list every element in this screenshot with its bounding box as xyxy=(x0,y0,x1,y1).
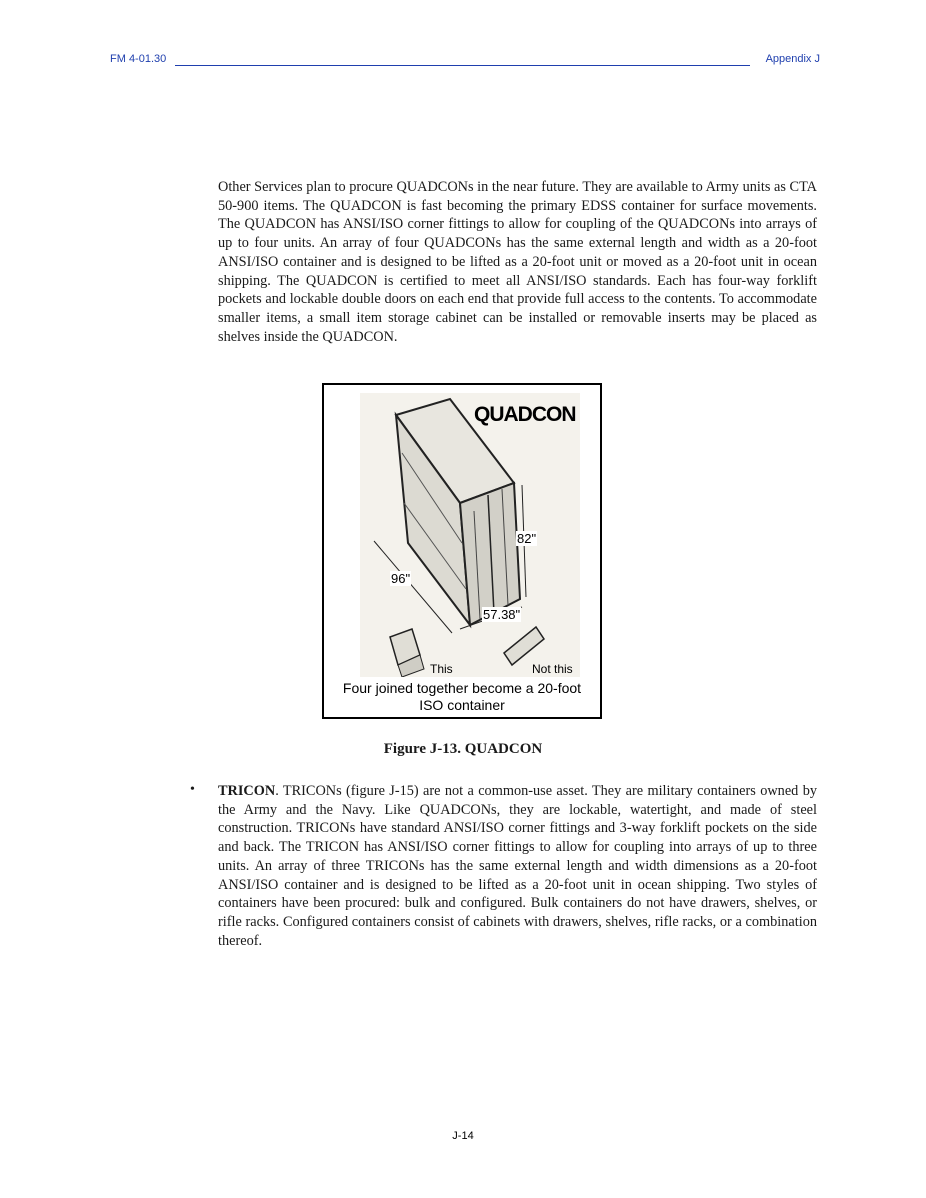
quadcon-figure xyxy=(322,383,602,719)
image-title: QUADCON xyxy=(474,403,576,426)
header-appendix: Appendix J xyxy=(765,53,820,65)
figure-caption: Figure J-13. QUADCON xyxy=(383,741,543,757)
inner-caption-line-2: ISO container xyxy=(419,697,505,713)
inner-caption-line-1: Four joined together become a 20-foot xyxy=(342,680,582,696)
tricon-term: TRICON xyxy=(218,783,276,799)
header-manual-id: FM 4-01.30 xyxy=(110,53,167,65)
figure-inner-caption xyxy=(324,680,600,714)
tricon-paragraph xyxy=(218,782,817,950)
quadcon-paragraph: Other Services plan to procure QUADCONs in the near future. They are available to Army units as CTA 50-900 items. The QUADCON is fast becoming the primary EDSS container for surface movements. The QUADCON has ANSI/ISO corner fittings to allow for coupling of the QUADCONs into arrays of up to four units. An array of four QUADCONs has the same external length and width as a 20-foot ANSI/ISO container and is designed to be lifted as a 20-foot unit or moved as a 20-foot unit in ocean shipping. The QUADCON is certified to meet all ANSI/ISO standards. Each has four-way forklift pockets and lockable double doors on each end that provide full access to the contents. To accommodate smaller items, a small item storage cabinet can be installed or removable inserts may be placed as shelves inside the QUADCON. xyxy=(218,179,817,345)
bullet-marker: • xyxy=(190,782,195,797)
quadcon-illustration xyxy=(360,393,580,677)
header-rule xyxy=(175,65,750,66)
not-this-label: Not this xyxy=(532,662,573,676)
height-dimension: 82" xyxy=(517,531,537,546)
this-label: This xyxy=(430,662,453,676)
page-header xyxy=(110,53,820,69)
page-number: J-14 xyxy=(452,1130,474,1142)
tricon-text: . TRICONs (figure J-15) are not a common-use asset. They are military containers owned by the Army and the Navy. Like QUADCONs, they are lockable, watertight, and made of steel construction. TRICONs have standard ANSI/ISO corner fittings and 3-way forklift pockets on the side and back. The TRICON has ANSI/ISO corner fittings to allow for coupling into arrays of up to three units. An array of three TRICONs has the same external length and width dimensions as a 20-foot ANSI/ISO container and is designed to be lifted as a 20-foot unit in ocean shipping. Two styles of containers have been procured: bulk and configured. Bulk containers do not have drawers, shelves, or rifle racks. Configured containers consist of cabinets with drawers, shelves, rifle racks, or a combination thereof. xyxy=(218,783,817,949)
length-dimension: 96" xyxy=(391,571,411,586)
width-dimension: 57.38" xyxy=(483,607,521,622)
